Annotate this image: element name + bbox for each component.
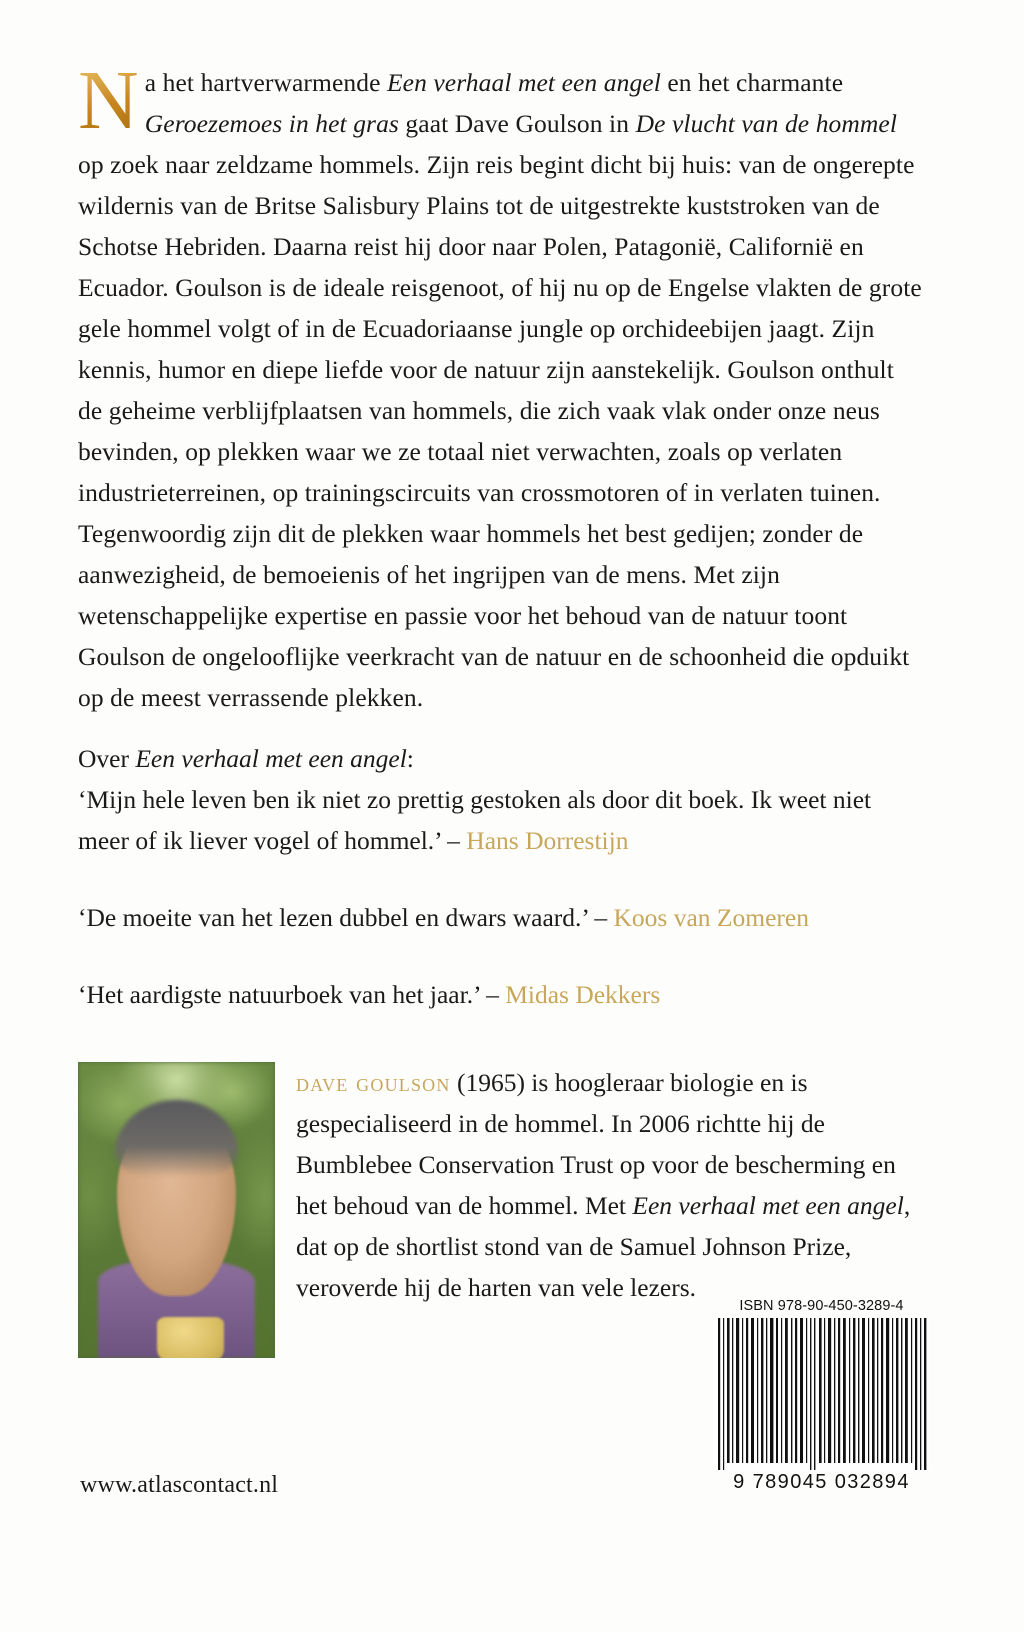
- ean13-barcode-image: [714, 1318, 929, 1470]
- quote-item: [78, 897, 928, 938]
- portrait-mug: [157, 1317, 224, 1358]
- book-title-een-verhaal-met-een-angel: Een verhaal met een angel: [386, 68, 661, 97]
- author-bio-section: [78, 1062, 928, 1308]
- quote-dash: –: [588, 903, 614, 932]
- blurb-body-text: op zoek naar zeldzame hommels. Zijn reis begint dicht bij huis: van de ongerepte wildernis van de Britse Salisbury Plains tot de uitgestrekte kuststroken van de Schotse Hebriden. Daarna reist hij door naar Polen, Patagonië, Californië en Ecuador. Goulson is de ideale reisgenoot, of hij nu op de Engelse vlakten de grote gele hommel volgt of in de Ecuadoriaanse jungle op orchideebijen jaagt. Zijn kennis, humor en diepe liefde voor de natuur zijn aanstekelijk. Goulson onthult de geheime verblijfplaatsen van hommels, die zich vaak vlak onder onze neus bevinden, op plekken waar we ze totaal niet verwachten, zoals op verlaten industrieterreinen, op trainingscircuits van crossmotoren of in verlaten tuinen. Tegenwoordig zijn dit de plekken waar hommels het best gedijen; zonder de aanwezigheid, de bemoeienis of het ingrijpen van de mens. Met zijn wetenschappelijke expertise en passie voor het behoud van de natuur toont Goulson de ongelooflijke veerkracht van de natuur en de schoonheid die opduikt op de meest verrassende plekken.: [78, 150, 922, 712]
- quotes-intro-line: [78, 738, 928, 779]
- quotes-intro-suffix: :: [406, 744, 414, 773]
- author-bio-book-title: Een verhaal met een angel: [632, 1191, 904, 1220]
- quote-dash: –: [440, 826, 467, 855]
- author-bio-text: [296, 1062, 928, 1308]
- book-title-geroezemoes-in-het-gras: Geroezemoes in het gras: [144, 109, 399, 138]
- quote-attribution: Hans Dorrestijn: [466, 826, 629, 855]
- quote-item: [78, 974, 928, 1015]
- blurb-line-one-text: a het hartverwarmende: [144, 68, 387, 97]
- author-bio-part-two: , dat op de shortlist stond van de Samuel Johnson Prize, veroverde hij de harten van vele lezers.: [296, 1191, 911, 1302]
- quote-text: ‘Het aardigste natuurboek van het jaar.’: [78, 980, 480, 1009]
- blurb-connector-one: en het charmante: [660, 68, 844, 97]
- quote-attribution: Koos van Zomeren: [613, 903, 809, 932]
- blurb-connector-two: gaat Dave Goulson in: [398, 109, 636, 138]
- quotes-intro-title: Een verhaal met een angel: [135, 744, 407, 773]
- quote-attribution: Midas Dekkers: [505, 980, 661, 1009]
- drop-cap-letter: N: [78, 64, 145, 134]
- blurb-paragraph: [78, 54, 922, 718]
- quote-dash: –: [479, 980, 506, 1009]
- quotes-intro-prefix: Over: [78, 744, 136, 773]
- quote-text: ‘De moeite van het lezen dubbel en dwars waard.’: [78, 903, 589, 932]
- barcode-digits-label: 9 789045 032894: [733, 1471, 910, 1493]
- book-title-de-vlucht-van-de-hommel: De vlucht van de hommel: [635, 109, 898, 138]
- quote-item: [78, 738, 928, 861]
- quote-text: ‘Mijn hele leven ben ik niet zo prettig gestoken als door dit boek. Ik weet niet meer of ik liever vogel of hommel.’: [78, 785, 872, 855]
- publisher-website-url[interactable]: www.atlascontact.nl: [80, 1472, 279, 1498]
- press-quotes-section: [78, 738, 928, 1015]
- author-bio-part-one: (1965) is hoogleraar biologie en is gespecialiseerd in de hommel. In 2006 richtte hij de Bumblebee Conservation Trust op voor de bescherming en het behoud van de hommel. Met: [296, 1068, 896, 1220]
- isbn-number-label: ISBN 978-90-450-3289-4: [739, 1298, 904, 1314]
- author-name: dave goulson: [296, 1068, 451, 1097]
- author-portrait-photo: [78, 1062, 275, 1358]
- isbn-barcode-block: [714, 1298, 929, 1494]
